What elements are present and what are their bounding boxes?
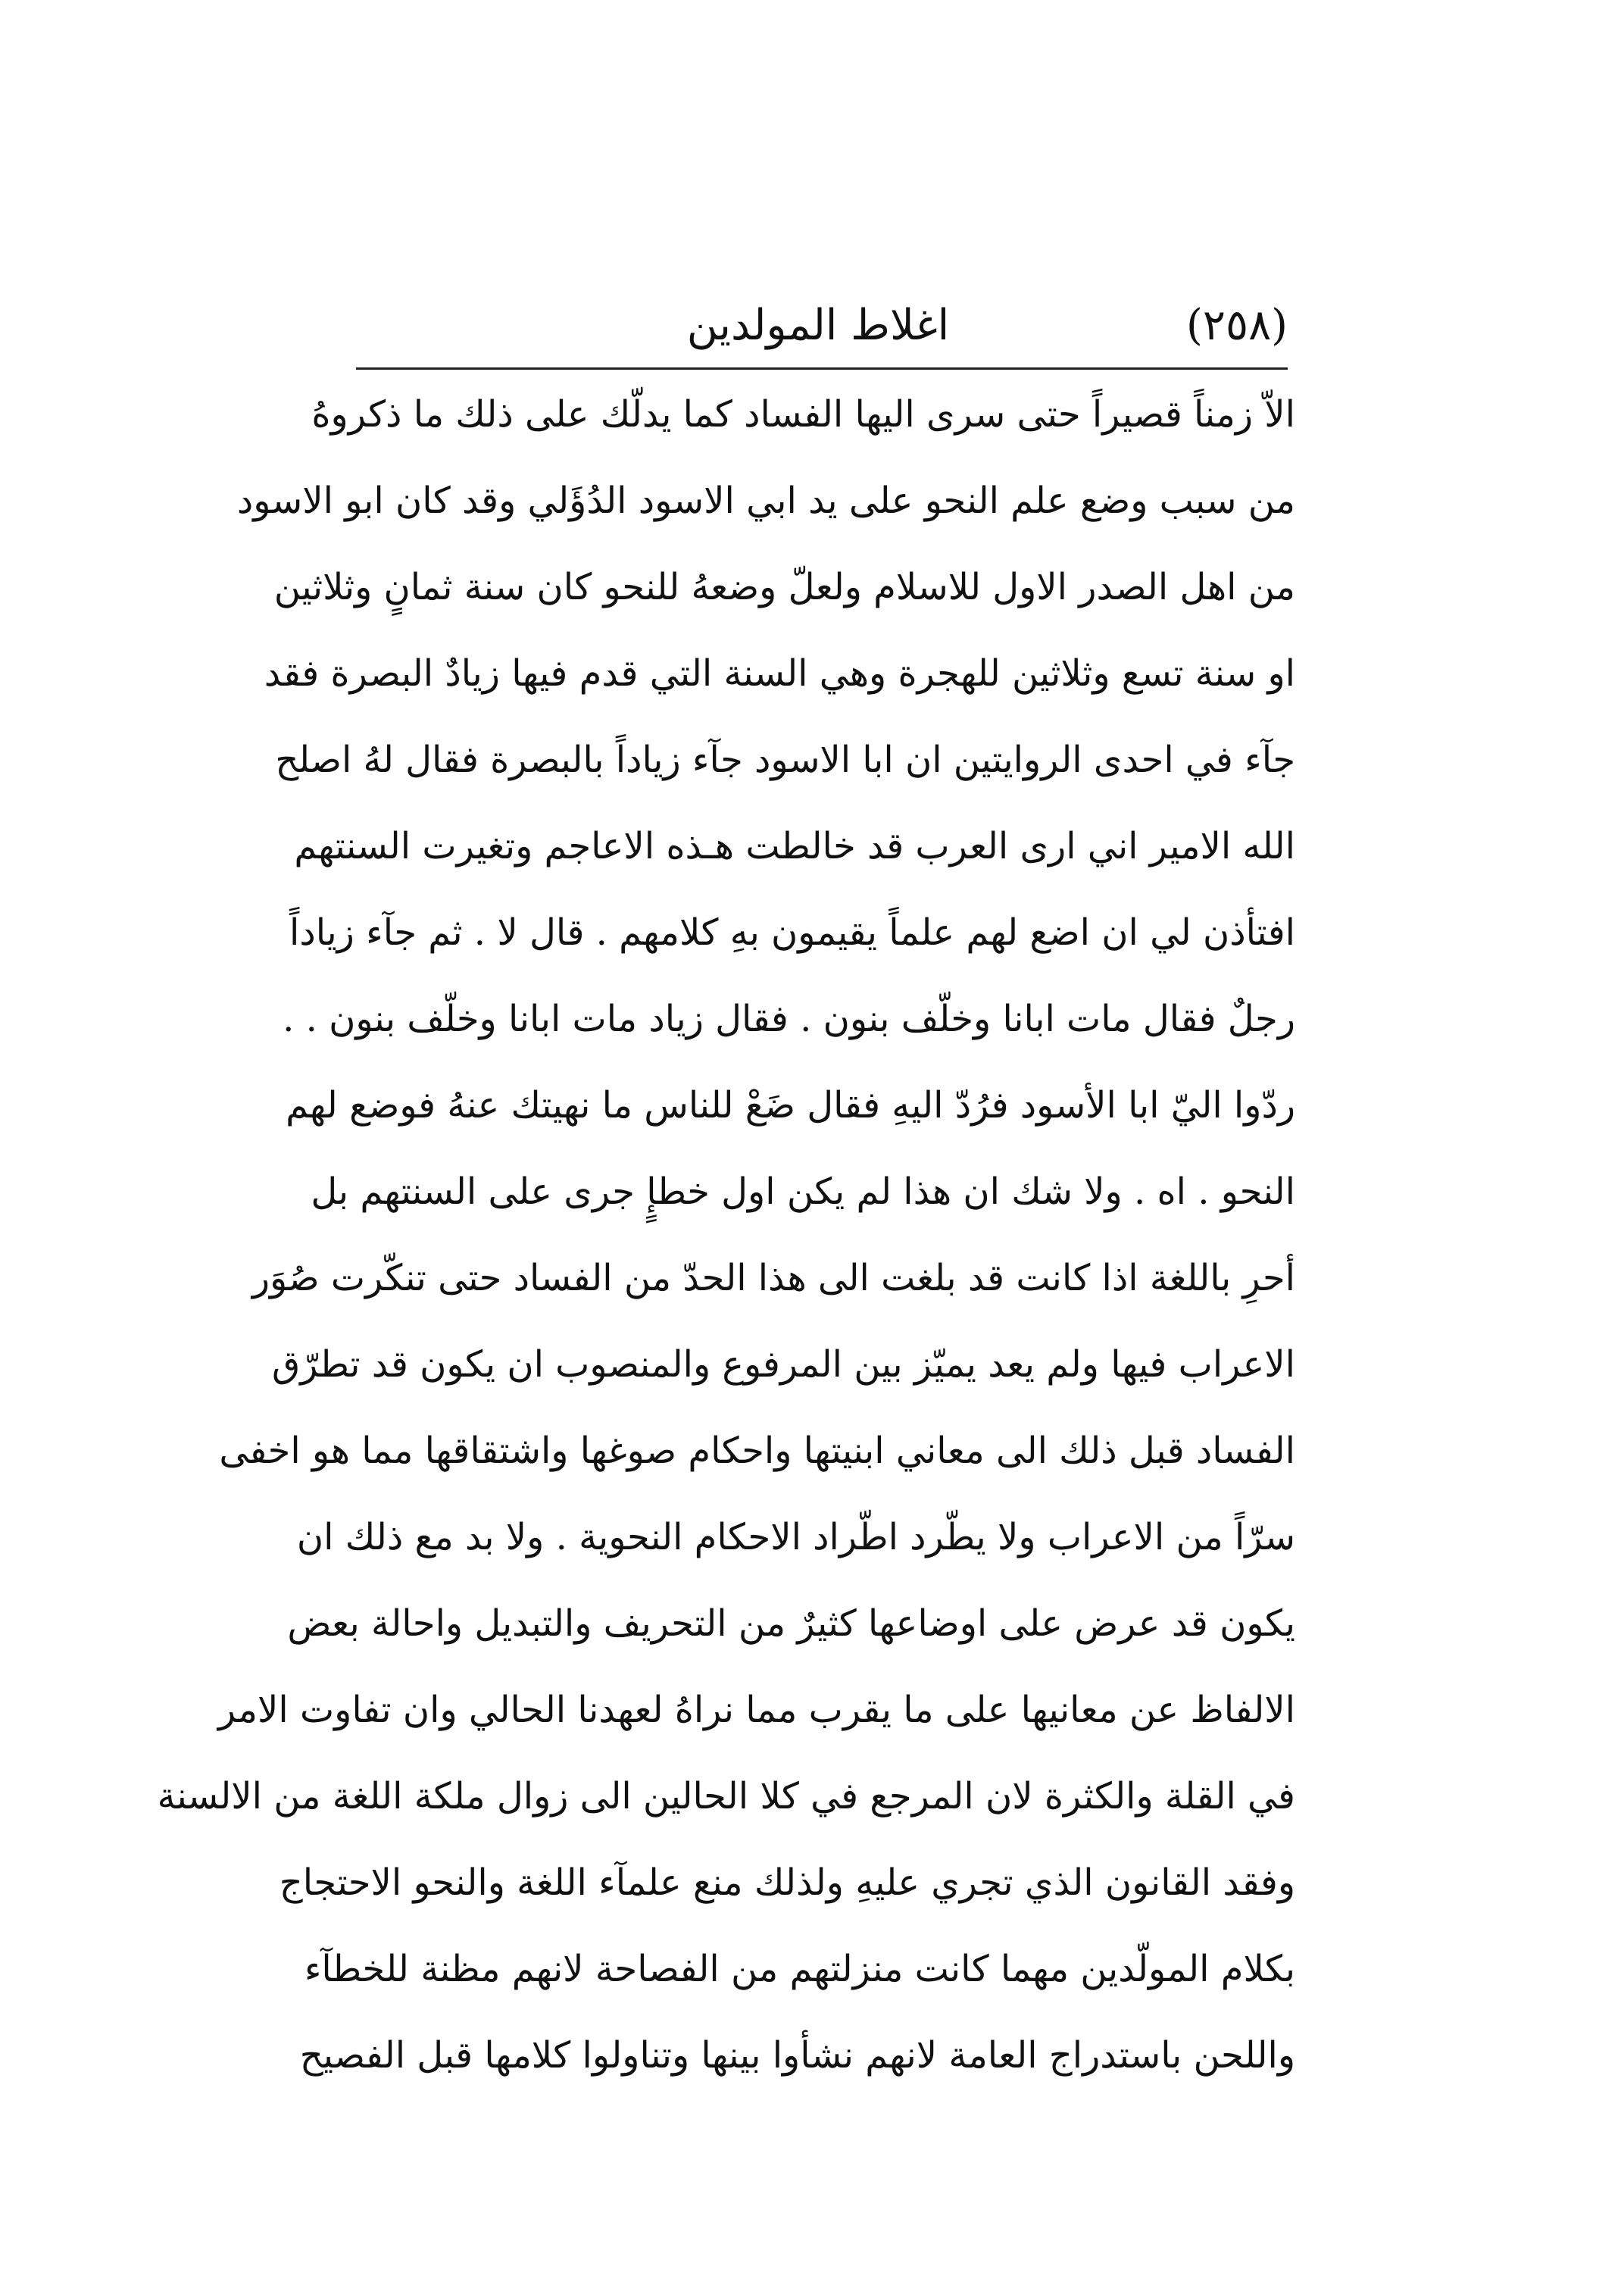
text-line: من سبب وضع علم النحو على يد ابي الاسود الدُؤَلي وقد كان ابو الاسود bbox=[236, 480, 1295, 522]
text-line: رجلٌ فقال مات ابانا وخلّف بنون . فقال زياد مات ابانا وخلّف بنون . . bbox=[283, 998, 1295, 1040]
text-line: جآء في احدى الروايتين ان ابا الاسود جآء زياداً بالبصرة فقال لهُ اصلح bbox=[275, 739, 1295, 781]
text-line: الاعراب فيها ولم يعد يميّز بين المرفوع والمنصوب ان يكون قد تطرّق bbox=[272, 1343, 1295, 1386]
text-line: النحو . اه . ولا شك ان هذا لم يكن اول خطإٍ جرى على السنتهم بل bbox=[311, 1171, 1295, 1213]
text-line: الاّ زمناً قصيراً حتى سرى اليها الفساد كما يدلّك على ذلك ما ذكروهُ bbox=[311, 393, 1295, 436]
text-line: في القلة والكثرة لان المرجع في كلا الحالين الى زوال ملكة اللغة من الالسنة bbox=[157, 1775, 1295, 1817]
text-line: الالفاظ عن معانيها على ما يقرب مما نراهُ لعهدنا الحالي وان تفاوت الامر bbox=[217, 1689, 1295, 1731]
text-line: وفقد القانون الذي تجري عليهِ ولذلك منع علمآء اللغة والنحو الاحتجاج bbox=[279, 1861, 1295, 1904]
text-line: أحرِ باللغة اذا كانت قد بلغت الى هذا الحدّ من الفساد حتى تنكّرت صُوَر bbox=[251, 1257, 1295, 1299]
body-text bbox=[157, 371, 1295, 2099]
text-line: بكلام المولّدين مهما كانت منزلتهم من الفصاحة لانهم مظنة للخطآء bbox=[304, 1948, 1295, 1990]
text-line: يكون قد عرض على اوضاعها كثيرٌ من التحريف والتبديل واحالة بعض bbox=[287, 1602, 1295, 1645]
running-title: اغلاط المولدين bbox=[686, 301, 950, 350]
text-line: افتأذن لي ان اضع لهم علماً يقيمون بهِ كلامهم . قال لا . ثم جآء زياداً bbox=[289, 911, 1295, 954]
text-line: الله الامير اني ارى العرب قد خالطت هـذه الاعاجم وتغيرت السنتهم bbox=[294, 825, 1295, 867]
text-line: او سنة تسع وثلاثين للهجرة وهي السنة التي قدم فيها زيادٌ البصرة فقد bbox=[264, 652, 1295, 695]
text-line: ردّوا اليّ ابا الأسود فرُدّ اليهِ فقال ضَعْ للناس ما نهيتك عنهُ فوضع لهم bbox=[286, 1084, 1295, 1127]
text-line: واللحن باستدراج العامة لانهم نشأوا بينها وتناولوا كلامها قبل الفصيح bbox=[299, 2034, 1295, 2077]
text-line: من اهل الصدر الاول للاسلام ولعلّ وضعهُ للنحو كان سنة ثمانٍ وثلاثين bbox=[273, 566, 1295, 608]
page-header bbox=[348, 288, 1288, 364]
text-line: سرّاً من الاعراب ولا يطّرد اطّراد الاحكام النحوية . ولا بد مع ذلك ان bbox=[296, 1516, 1295, 1558]
page-number: (٢٥٨) bbox=[1186, 301, 1288, 350]
header-rule bbox=[356, 367, 1288, 370]
text-line: الفساد قبل ذلك الى معاني ابنيتها واحكام صوغها واشتقاقها مما هو اخفى bbox=[219, 1430, 1295, 1472]
